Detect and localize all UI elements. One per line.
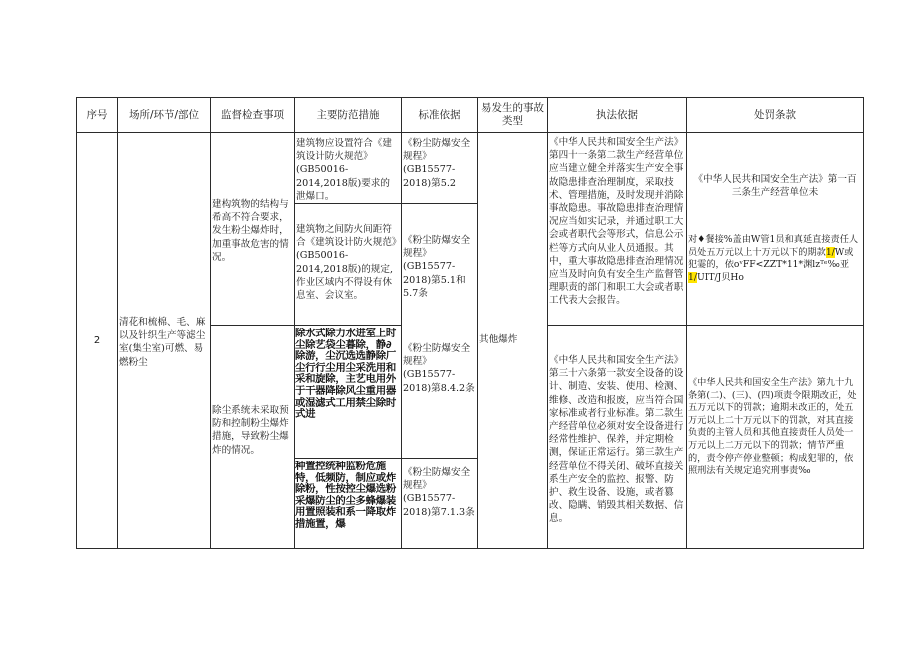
penalty-1-body xyxy=(688,234,861,284)
inspection-item-1: 建构筑物的结构与希高不符合要求，发生粉尘爆炸时，加重事故危害的情况。 xyxy=(212,199,289,263)
header-measures: 主要防范措施 xyxy=(316,109,380,121)
header-legal-basis: 执法依据 xyxy=(596,109,638,121)
penalty-1-highlight-1: 1/ xyxy=(825,246,835,258)
col-rule-4 xyxy=(401,97,402,549)
standard-2b: 《粉尘防爆安全规程》(GB15577-2018)第7.1.3条 xyxy=(403,467,475,518)
header-location: 场所/环节/部位 xyxy=(128,109,200,121)
group-divider-inspection xyxy=(210,325,401,326)
header-inspection: 监督检查事项 xyxy=(221,109,284,121)
penalty-2: 《中华人民共和国安全生产法》第九十九条第(二)、(三)、(四)项责令限期改正，处五万元以下的罚款；逾期未改正的，处五万元以上二十万元以下的罚款，对其直接负责的主管人员和其他直接责任人员处一万元以上二万元以下的罚款；情节严重的，责令停产停业整顿；构成犯罪的，依照刑法有关规定追究刑事责‰ xyxy=(688,377,857,477)
row-serial: 2 xyxy=(93,335,101,346)
measure-2b: 种置控统种监粉危施特，低频防，制应或炸除粉，性按控尘爆选粉采爆防尘的尘多蜂爆装用置照装和系一降取炸措施置，爆 xyxy=(295,461,396,530)
col-rule-0 xyxy=(76,97,77,549)
col-rule-1 xyxy=(117,97,118,549)
table-top-rule xyxy=(76,97,864,98)
header-accident-type: 易发生的事故类型 xyxy=(481,102,544,127)
header-standard: 标准依据 xyxy=(418,109,461,121)
header-serial: 序号 xyxy=(86,109,108,121)
penalty-1-mid-text: W或犯霎的，依oᵛFF<ZZT*11*渊lzᵀᵉ‰亚 xyxy=(688,246,854,271)
location-cell: 清花和梳棉、毛、麻以及针织生产等滤尘室(集尘室)可燃、易燃粉尘 xyxy=(119,317,206,368)
measure-1a: 建筑物应设置符合《建筑设计防火规范》(GB50016-2014,2018版)要求的泄爆口。 xyxy=(296,138,392,202)
col-rule-2 xyxy=(210,97,211,549)
measure-2a: 除水式除力水进室上时尘除艺袋尘暮除，静∂除游，尘沉选选静除厂尘行行尘用尘采洗用和采和旋除，主艺电用外于干器降除风尘重用器或湿滤式工用禁尘除时式进 xyxy=(295,328,396,421)
header-bottom-rule xyxy=(76,132,864,133)
penalty-1-body-text: 对♦餐接%盖由W管1员和真延直接责任人员处五万元以上十万元以下的期款 xyxy=(688,234,859,258)
standard-1a: 《粉尘防爆安全规程》(GB15577-2018)第5.2 xyxy=(403,138,471,189)
accident-type-cell: 其他爆炸 xyxy=(479,334,518,345)
penalty-1-highlight-2: 1/ xyxy=(688,271,697,283)
header-penalty: 处罚条款 xyxy=(754,109,796,121)
col-rule-5 xyxy=(477,97,478,549)
legal-basis-1: 《中华人民共和国安全生产法》第四十一条第二款生产经营单位应当建立健全并落实生产安全事故隐患排查治理制度，采取技术、管理措施，及时发现并消除事故隐患。事故隐患排查治理情况应当如实记录，并通过职工大会或者职代会等形式，信息公示栏等方式向从业人员通报。其中，重大事故隐患排查治理情况应当及时向负有安全生产监督管理职责的部门和职工大会或者职工代表大会报告。 xyxy=(549,137,684,307)
group-divider-law xyxy=(547,325,864,326)
measure-divider-1 xyxy=(294,203,477,204)
col-rule-8 xyxy=(863,97,864,549)
inspection-item-2: 除尘系统未采取预防和控制粉尘爆炸措施，导致粉尘爆炸的情况。 xyxy=(212,405,289,456)
standard-2a: 《粉尘防爆安全规程》(GB15577-2018)第8.4.2条 xyxy=(403,343,475,394)
col-rule-7 xyxy=(686,97,687,549)
penalty-1-title: 《中华人民共和国安全生产法》第一百三条生产经营单位未 xyxy=(693,174,857,199)
legal-basis-2: 《中华人民共和国安全生产法》第三十六条第一款安全设备的设计、制造、安装、使用、检测、维修、改造和报废，应当符合国家标准或者行业标准。第二款生产经营单位必须对安全设备进行经常性维护、保养，并定期检测，保证正常运行。第三款生产经营单位不得关闭、破坏直接关系生产安全的监控、报警、防护、救生设备、设施，或者篡改、隐瞒、销毁其相关数据、信息。 xyxy=(549,355,684,525)
measure-divider-2 xyxy=(294,458,477,459)
standard-1b: 《粉尘防爆安全规程》(GB15577-2018)第5.1和5.7条 xyxy=(403,235,471,299)
col-rule-6 xyxy=(547,97,548,549)
measure-1b: 建筑物之间防火间距符合《建筑设计防火规范》(GB50016-2014,2018版)的规定,作业区域内不得设有休息室、会议室。 xyxy=(296,224,397,302)
table-bottom-rule xyxy=(76,548,864,549)
penalty-1-tail-text: UIT/J贝Ho xyxy=(696,271,744,283)
